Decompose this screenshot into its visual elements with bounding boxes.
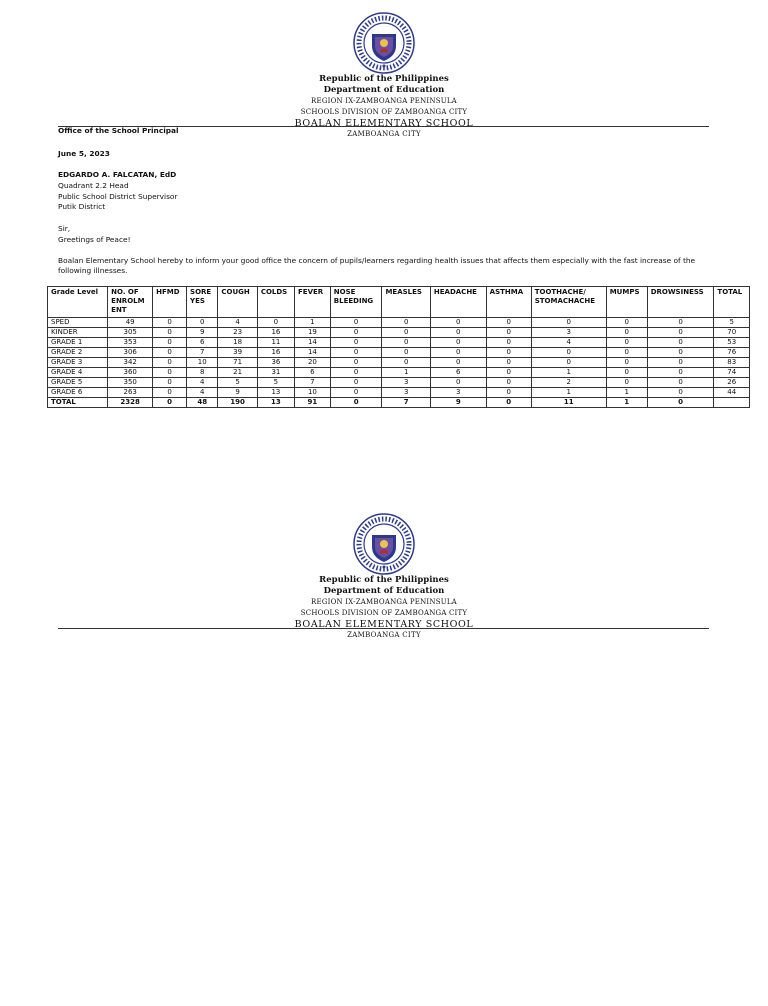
table-cell: 0 <box>330 378 382 388</box>
column-header <box>48 287 108 318</box>
table-cell: 0 <box>647 328 714 338</box>
recipient-position: Public School District Supervisor <box>58 192 178 201</box>
table-cell: 1 <box>606 398 647 408</box>
table-cell: 3 <box>382 378 430 388</box>
grade-level-cell: GRADE 4 <box>48 368 108 378</box>
table-cell: 0 <box>153 388 187 398</box>
table-cell: 0 <box>486 388 531 398</box>
table-cell: 0 <box>647 338 714 348</box>
table-cell: 44 <box>714 388 750 398</box>
table-cell: 10 <box>187 358 218 368</box>
table-cell: 70 <box>714 328 750 338</box>
column-header <box>382 287 430 318</box>
header-rule <box>58 628 709 629</box>
table-cell: 36 <box>257 358 294 368</box>
table-cell: 14 <box>295 348 331 358</box>
deped-seal-icon <box>353 12 415 74</box>
table-cell: 0 <box>330 388 382 398</box>
table-cell: 0 <box>606 328 647 338</box>
table-cell: 39 <box>218 348 257 358</box>
recipient-district: Putik District <box>58 202 106 211</box>
table-cell: 0 <box>153 318 187 328</box>
republic-line: Republic of the Philippines <box>319 74 449 84</box>
table-cell: 342 <box>108 358 153 368</box>
column-header <box>295 287 331 318</box>
column-header <box>153 287 187 318</box>
table-cell: 360 <box>108 368 153 378</box>
table-cell: 4 <box>218 318 257 328</box>
table-cell: 353 <box>108 338 153 348</box>
letterhead-top <box>0 12 768 140</box>
table-cell: 21 <box>218 368 257 378</box>
table-cell: 49 <box>108 318 153 328</box>
table-cell: 10 <box>295 388 331 398</box>
table-cell: 0 <box>382 318 430 328</box>
column-header <box>531 287 606 318</box>
table-cell: 1 <box>531 368 606 378</box>
republic-line: Republic of the Philippines <box>319 575 449 585</box>
column-header-line: ENT <box>111 306 127 314</box>
column-header <box>647 287 714 318</box>
table-cell: 83 <box>714 358 750 368</box>
table-cell: 0 <box>606 318 647 328</box>
grade-level-cell: GRADE 2 <box>48 348 108 358</box>
table-cell: 0 <box>153 348 187 358</box>
column-header <box>257 287 294 318</box>
region-line: REGION IX-ZAMBOANGA PENINSULA <box>311 598 457 606</box>
column-header-line: ASTHMA <box>489 288 524 296</box>
total-row <box>48 398 750 408</box>
table-cell: 0 <box>257 318 294 328</box>
table-cell: 0 <box>187 318 218 328</box>
table-cell: 0 <box>430 338 486 348</box>
column-header-line: COUGH <box>221 288 250 296</box>
table-cell: 0 <box>330 368 382 378</box>
table-row <box>48 378 750 388</box>
table-cell: 13 <box>257 388 294 398</box>
table-cell: 0 <box>531 318 606 328</box>
table-cell: 0 <box>153 338 187 348</box>
table-cell <box>714 398 750 408</box>
column-header <box>430 287 486 318</box>
table-row <box>48 318 750 328</box>
column-header-line: SORE <box>190 288 212 296</box>
table-cell: 0 <box>486 338 531 348</box>
table-cell: 71 <box>218 358 257 368</box>
table-cell: 48 <box>187 398 218 408</box>
table-cell: 20 <box>295 358 331 368</box>
column-header <box>486 287 531 318</box>
table-cell: 0 <box>647 378 714 388</box>
table-cell: 11 <box>257 338 294 348</box>
table-cell: 91 <box>295 398 331 408</box>
table-cell: 8 <box>187 368 218 378</box>
table-cell: 13 <box>257 398 294 408</box>
table-row <box>48 358 750 368</box>
column-header-line: HFMD <box>156 288 180 296</box>
table-cell: 0 <box>486 398 531 408</box>
table-cell: 0 <box>330 358 382 368</box>
table-cell: 0 <box>153 328 187 338</box>
school-name: BOALAN ELEMENTARY SCHOOL <box>294 118 474 129</box>
letterhead-bottom <box>0 513 768 641</box>
body-paragraph-line2: following illnesses. <box>58 266 128 275</box>
table-cell: 0 <box>430 348 486 358</box>
division-line: SCHOOLS DIVISION OF ZAMBOANGA CITY <box>300 609 468 617</box>
table-row <box>48 328 750 338</box>
table-cell: 0 <box>606 348 647 358</box>
table-cell: 5 <box>257 378 294 388</box>
table-cell: 0 <box>647 318 714 328</box>
illness-table <box>47 286 750 408</box>
table-cell: 11 <box>531 398 606 408</box>
table-cell: 26 <box>714 378 750 388</box>
table-row <box>48 368 750 378</box>
recipient-name: EDGARDO A. FALCATAN, EdD <box>58 170 177 179</box>
division-line: SCHOOLS DIVISION OF ZAMBOANGA CITY <box>300 108 468 116</box>
table-cell: 0 <box>382 328 430 338</box>
grade-level-cell: TOTAL <box>48 398 108 408</box>
table-cell: 16 <box>257 348 294 358</box>
table-cell: 0 <box>430 318 486 328</box>
column-header-line: COLDS <box>260 288 288 296</box>
column-header <box>108 287 153 318</box>
table-cell: 305 <box>108 328 153 338</box>
table-cell: 0 <box>330 398 382 408</box>
region-line: REGION IX-ZAMBOANGA PENINSULA <box>311 97 457 105</box>
column-header <box>606 287 647 318</box>
column-header-line: MEASLES <box>385 288 422 296</box>
body-paragraph-line1: Boalan Elementary School hereby to inform your good office the concern of pupils/learners regarding health issues that affects them especially with the fast increase of the <box>58 256 696 265</box>
table-cell: 6 <box>430 368 486 378</box>
column-header <box>714 287 750 318</box>
table-cell: 0 <box>486 358 531 368</box>
column-header-line: TOTAL <box>717 288 743 296</box>
table-cell: 53 <box>714 338 750 348</box>
table-cell: 0 <box>486 348 531 358</box>
table-cell: 0 <box>430 378 486 388</box>
table-header-row <box>48 287 750 318</box>
table-cell: 0 <box>531 348 606 358</box>
grade-level-cell: GRADE 6 <box>48 388 108 398</box>
school-name: BOALAN ELEMENTARY SCHOOL <box>294 619 474 630</box>
table-cell: 0 <box>382 348 430 358</box>
table-cell: 3 <box>430 388 486 398</box>
city-line: ZAMBOANGA CITY <box>347 130 421 138</box>
column-header-line: HEADACHE <box>433 288 477 296</box>
table-cell: 0 <box>153 398 187 408</box>
column-header-line: STOMACHACHE <box>534 297 596 305</box>
table-cell: 0 <box>647 368 714 378</box>
table-cell: 0 <box>382 338 430 348</box>
table-cell: 2 <box>531 378 606 388</box>
deped-seal-icon <box>353 513 415 575</box>
table-cell: 0 <box>153 368 187 378</box>
column-header-line: NOSE <box>333 288 356 296</box>
department-line: Department of Education <box>323 586 445 596</box>
table-cell: 6 <box>187 338 218 348</box>
table-cell: 5 <box>218 378 257 388</box>
table-cell: 4 <box>187 388 218 398</box>
column-header-line: BLEEDING <box>333 297 374 305</box>
office-label: Office of the School Principal <box>58 126 179 135</box>
table-cell: 1 <box>606 388 647 398</box>
table-cell: 9 <box>430 398 486 408</box>
column-header-line: MUMPS <box>609 288 640 296</box>
table-cell: 0 <box>430 358 486 368</box>
table-cell: 14 <box>295 338 331 348</box>
column-header-line: DROWSINESS <box>650 288 704 296</box>
recipient-title: Quadrant 2.2 Head <box>58 181 129 190</box>
column-header-line: Grade Level <box>51 288 99 296</box>
grade-level-cell: SPED <box>48 318 108 328</box>
table-cell: 76 <box>714 348 750 358</box>
table-cell: 0 <box>330 348 382 358</box>
table-cell: 0 <box>647 348 714 358</box>
grade-level-cell: KINDER <box>48 328 108 338</box>
table-cell: 23 <box>218 328 257 338</box>
table-cell: 0 <box>486 318 531 328</box>
table-cell: 0 <box>153 378 187 388</box>
table-cell: 0 <box>531 358 606 368</box>
table-body <box>48 318 750 408</box>
table-cell: 7 <box>295 378 331 388</box>
table-cell: 0 <box>486 328 531 338</box>
table-cell: 0 <box>330 338 382 348</box>
table-cell: 0 <box>486 378 531 388</box>
table-cell: 6 <box>295 368 331 378</box>
table-cell: 9 <box>218 388 257 398</box>
table-cell: 16 <box>257 328 294 338</box>
table-cell: 0 <box>153 358 187 368</box>
grade-level-cell: GRADE 3 <box>48 358 108 368</box>
table-cell: 0 <box>382 358 430 368</box>
table-cell: 0 <box>606 358 647 368</box>
table-cell: 4 <box>187 378 218 388</box>
table-cell: 306 <box>108 348 153 358</box>
table-cell: 7 <box>382 398 430 408</box>
column-header-line: ENROLM <box>111 297 145 305</box>
table-cell: 1 <box>382 368 430 378</box>
letter-date: June 5, 2023 <box>58 149 110 158</box>
table-cell: 350 <box>108 378 153 388</box>
table-cell: 5 <box>714 318 750 328</box>
table-cell: 3 <box>531 328 606 338</box>
column-header <box>187 287 218 318</box>
column-header-line: YES <box>190 297 205 305</box>
table-cell: 3 <box>382 388 430 398</box>
table-row <box>48 338 750 348</box>
column-header-line: NO. OF <box>111 288 139 296</box>
column-header <box>330 287 382 318</box>
table-cell: 2328 <box>108 398 153 408</box>
grade-level-cell: GRADE 5 <box>48 378 108 388</box>
table-cell: 31 <box>257 368 294 378</box>
column-header-line: TOOTHACHE/ <box>534 288 586 296</box>
column-header <box>218 287 257 318</box>
table-cell: 0 <box>330 328 382 338</box>
table-cell: 7 <box>187 348 218 358</box>
table-cell: 0 <box>647 388 714 398</box>
table-cell: 0 <box>486 368 531 378</box>
table-cell: 263 <box>108 388 153 398</box>
salutation: Sir, <box>58 224 71 233</box>
grade-level-cell: GRADE 1 <box>48 338 108 348</box>
table-cell: 0 <box>430 328 486 338</box>
table-cell: 4 <box>531 338 606 348</box>
table-cell: 0 <box>606 338 647 348</box>
table-cell: 0 <box>606 368 647 378</box>
greeting: Greetings of Peace! <box>58 235 131 244</box>
city-line: ZAMBOANGA CITY <box>347 631 421 639</box>
table-cell: 9 <box>187 328 218 338</box>
table-cell: 74 <box>714 368 750 378</box>
table-cell: 190 <box>218 398 257 408</box>
table-cell: 0 <box>647 398 714 408</box>
table-row <box>48 348 750 358</box>
table-cell: 0 <box>606 378 647 388</box>
column-header-line: FEVER <box>298 288 324 296</box>
table-cell: 0 <box>330 318 382 328</box>
department-line: Department of Education <box>323 85 445 95</box>
table-cell: 1 <box>531 388 606 398</box>
table-cell: 0 <box>647 358 714 368</box>
table-row <box>48 388 750 398</box>
table-cell: 19 <box>295 328 331 338</box>
table-cell: 18 <box>218 338 257 348</box>
table-cell: 1 <box>295 318 331 328</box>
